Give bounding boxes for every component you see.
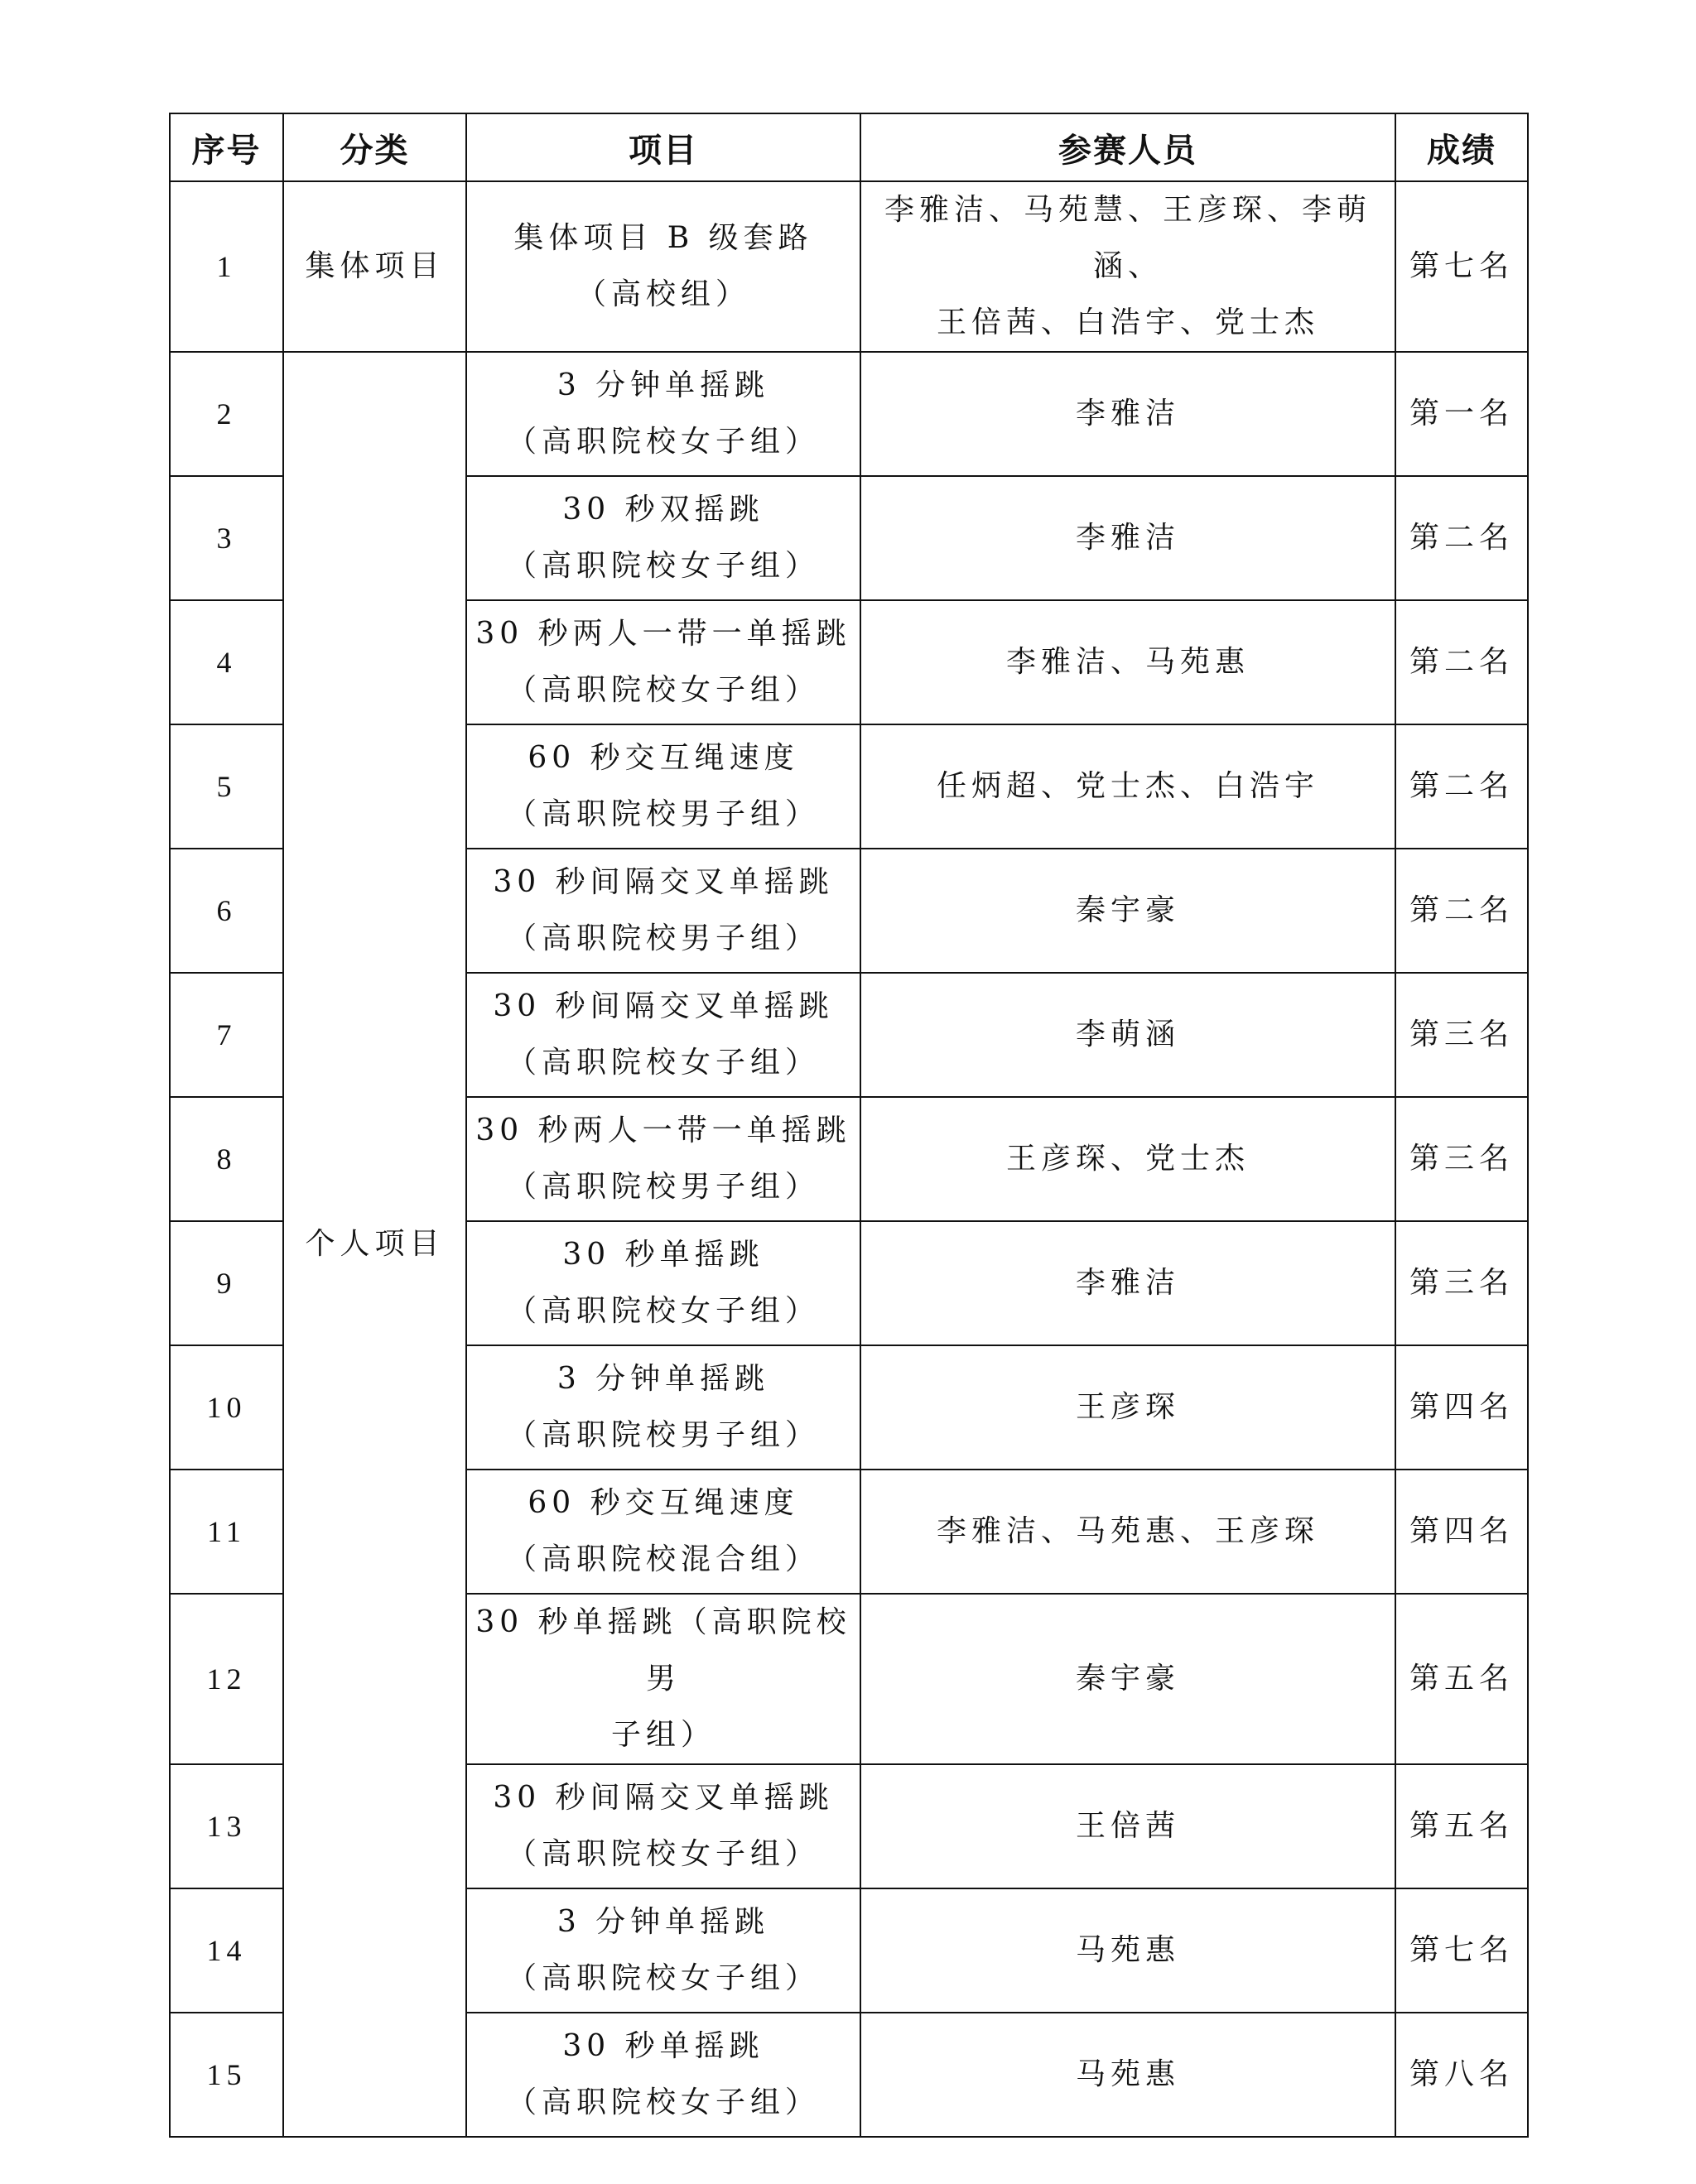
participants-line: 李雅洁、马苑慧、王彦琛、李萌涵、 [884,193,1371,283]
header-event: 项目 [466,113,860,181]
header-no: 序号 [170,113,283,181]
event-line: 30 秒间隔交叉单摇跳 [493,865,834,899]
event-line: （高校组） [576,277,750,311]
cell-result: 第二名 [1395,849,1528,973]
event-line: （高职院校男子组） [506,921,820,955]
cell-participants [860,1594,1395,1764]
participants-line: 秦宇豪 [1075,893,1180,927]
cell-no: 8 [170,1097,283,1221]
cell-participants [860,1097,1395,1221]
event-line: （高职院校混合组） [506,1542,820,1576]
table-row [170,181,1528,352]
cell-participants [860,476,1395,600]
header-category: 分类 [283,113,466,181]
event-line: （高职院校女子组） [506,1837,820,1871]
participants-line: 马苑惠 [1075,1933,1180,1967]
participants-line: 马苑惠 [1075,2057,1180,2091]
participants-line: 秦宇豪 [1075,1662,1180,1696]
cell-event [466,181,860,352]
event-line: （高职院校女子组） [506,425,820,459]
cell-no: 12 [170,1594,283,1764]
cell-result: 第二名 [1395,600,1528,724]
cell-participants [860,600,1395,724]
cell-category-group: 集体项目 [283,181,466,352]
cell-event [466,1470,860,1594]
event-line: 60 秒交互绳速度 [528,741,799,775]
cell-no: 7 [170,973,283,1097]
cell-no: 11 [170,1470,283,1594]
cell-result: 第二名 [1395,476,1528,600]
event-line: 30 秒双摇跳 [562,493,764,527]
cell-participants [860,1888,1395,2013]
cell-event [466,1345,860,1470]
event-line: 60 秒交互绳速度 [528,1486,799,1520]
cell-event [466,1764,860,1888]
participants-line: 王彦琛 [1075,1390,1180,1424]
event-line: （高职院校女子组） [506,1961,820,1995]
results-table [169,113,1529,2138]
participants-line: 李萌涵 [1075,1017,1180,1051]
cell-participants [860,352,1395,476]
cell-event [466,973,860,1097]
cell-result: 第三名 [1395,973,1528,1097]
cell-no: 1 [170,181,283,352]
cell-event [466,1888,860,2013]
cell-result: 第八名 [1395,2013,1528,2137]
event-line: 30 秒两人一带一单摇跳 [475,617,851,651]
cell-event [466,724,860,849]
cell-result: 第三名 [1395,1097,1528,1221]
cell-participants [860,973,1395,1097]
cell-result: 第七名 [1395,181,1528,352]
cell-event [466,849,860,973]
cell-participants [860,2013,1395,2137]
cell-participants [860,1470,1395,1594]
event-line: 30 秒间隔交叉单摇跳 [493,989,834,1023]
event-line: 3 分钟单摇跳 [556,1905,770,1939]
cell-result: 第三名 [1395,1221,1528,1345]
cell-event [466,1097,860,1221]
cell-no: 10 [170,1345,283,1470]
cell-no: 13 [170,1764,283,1888]
cell-participants [860,724,1395,849]
participants-line: 李雅洁、马苑惠、王彦琛 [936,1514,1319,1548]
event-line: （高职院校女子组） [506,1294,820,1328]
cell-event [466,352,860,476]
event-line: （高职院校男子组） [506,1418,820,1452]
header-result: 成绩 [1395,113,1528,181]
cell-result: 第一名 [1395,352,1528,476]
event-line: 30 秒间隔交叉单摇跳 [493,1781,834,1815]
table-body [170,181,1528,2137]
event-line: 30 秒两人一带一单摇跳 [475,1114,851,1147]
event-line: 集体项目 B 级套路 [513,221,813,255]
cell-no: 3 [170,476,283,600]
table-row [170,352,1528,476]
cell-event [466,1594,860,1764]
cell-result: 第五名 [1395,1764,1528,1888]
cell-event [466,476,860,600]
event-line: （高职院校男子组） [506,797,820,831]
cell-participants [860,849,1395,973]
cell-event [466,2013,860,2137]
cell-participants [860,1345,1395,1470]
cell-no: 14 [170,1888,283,2013]
cell-no: 5 [170,724,283,849]
participants-line: 任炳超、党士杰、白浩宇 [936,769,1319,803]
event-line: （高职院校女子组） [506,549,820,583]
cell-event [466,600,860,724]
cell-no: 4 [170,600,283,724]
event-line: 30 秒单摇跳 [562,1238,764,1272]
cell-result: 第五名 [1395,1594,1528,1764]
header-participants: 参赛人员 [860,113,1395,181]
event-line: （高职院校女子组） [506,2085,820,2119]
event-line: （高职院校男子组） [506,1170,820,1204]
cell-event [466,1221,860,1345]
participants-line: 李雅洁 [1075,1266,1180,1300]
cell-category-individual: 个人项目 [283,352,466,2137]
event-line: 子组） [610,1718,716,1752]
participants-line: 李雅洁、马苑惠 [1005,645,1250,679]
participants-line: 李雅洁 [1075,397,1180,431]
event-line: 3 分钟单摇跳 [556,1362,770,1396]
cell-participants [860,1764,1395,1888]
event-line: 30 秒单摇跳（高职院校男 [475,1605,851,1696]
participants-line: 李雅洁 [1075,521,1180,555]
cell-no: 6 [170,849,283,973]
participants-line: 王倍茜 [1075,1809,1180,1843]
event-line: 3 分钟单摇跳 [556,368,770,402]
event-line: 30 秒单摇跳 [562,2029,764,2063]
cell-result: 第七名 [1395,1888,1528,2013]
cell-no: 15 [170,2013,283,2137]
cell-no: 2 [170,352,283,476]
participants-line: 王倍茜、白浩宇、党士杰 [936,305,1319,339]
participants-line: 王彦琛、党士杰 [1005,1142,1250,1176]
cell-no: 9 [170,1221,283,1345]
event-line: （高职院校女子组） [506,673,820,707]
cell-result: 第四名 [1395,1345,1528,1470]
event-line: （高职院校女子组） [506,1046,820,1080]
cell-result: 第四名 [1395,1470,1528,1594]
cell-participants [860,181,1395,352]
cell-result: 第二名 [1395,724,1528,849]
cell-participants [860,1221,1395,1345]
header-row [170,113,1528,181]
